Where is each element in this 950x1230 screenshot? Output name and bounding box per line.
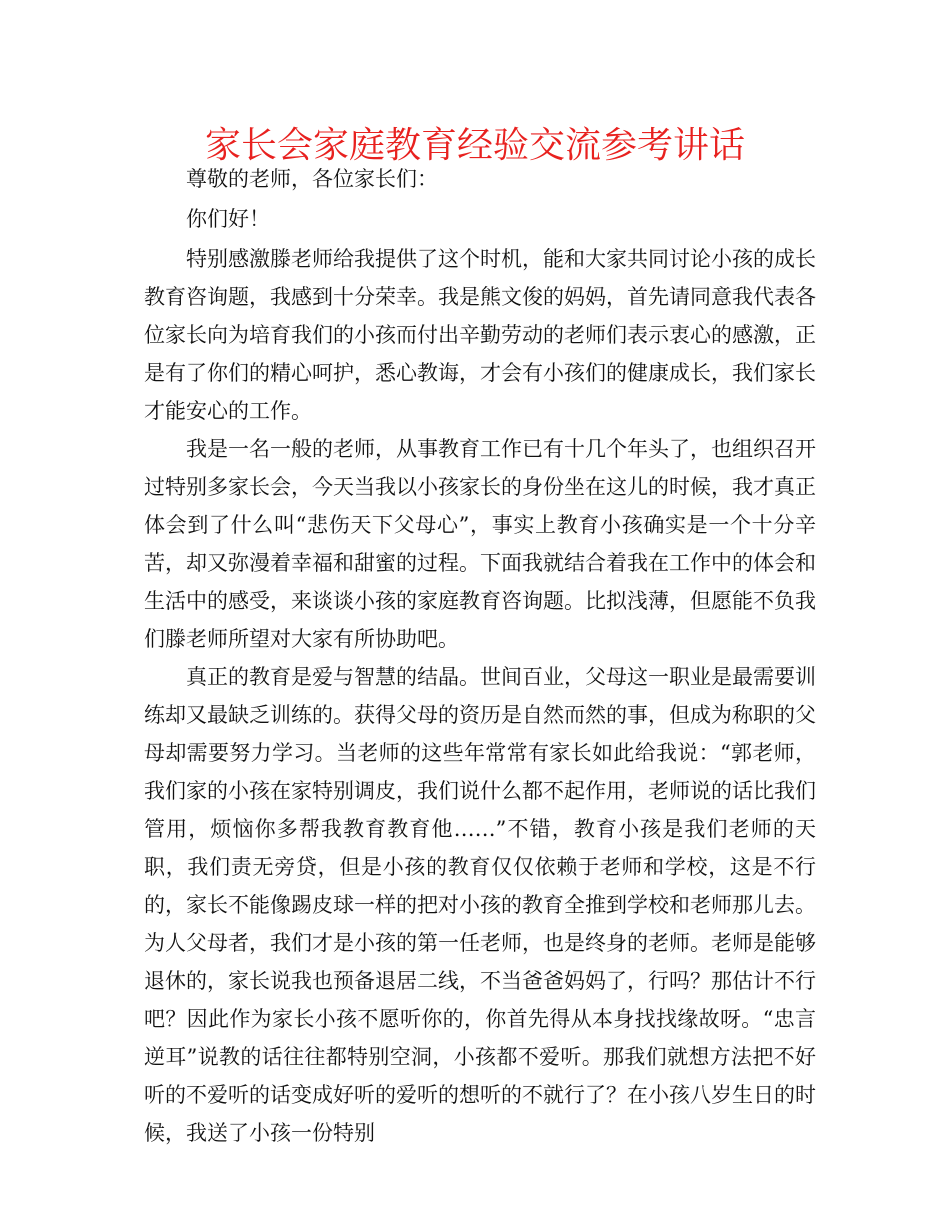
paragraph-2: 我是一名一般的老师，从事教育工作已有十几个年头了，也组织召开过特别多家长会，今天当我以小孩家长的身份坐在这儿的时候，我才真正体会到了什么叫“悲伤天下父母心”，事实上教育小孩确实是一个十分辛苦，却又弥漫着幸福和甜蜜的过程。下面我就结合着我在工作中的体会和生活中的感受，来谈谈小孩的家庭教育咨询题。比拟浅薄，但愿能不负我们滕老师所望对大家有所协助吧。	[144, 437, 816, 651]
paragraph-3: 真正的教育是爱与智慧的结晶。世间百业，父母这一职业是最需要训练却又最缺乏训练的。获得父母的资历是自然而然的事，但成为称职的父母却需要努力学习。当老师的这些年常常有家长如此给我说：“郭老师，我们家的小孩在家特别调皮，我们说什么都不起作用，老师说的话比我们管用，烦恼你多帮我教育教育他……”不错，教育小孩是我们老师的天职，我们责无旁贷，但是小孩的教育仅仅依赖于老师和学校，这是不行的，家长不能像踢皮球一样的把对小孩的教育全推到学校和老师那儿去。为人父母者，我们才是小孩的第一任老师，也是终身的老师。老师是能够退休的，家长说我也预备退居二线，不当爸爸妈妈了，行吗？那估计不行吧？因此作为家长小孩不愿听你的，你首先得从本身找找缘故呀。“忠言逆耳”说教的话往往都特别空洞，小孩都不爱听。那我们就想方法把不好听的不爱听的话变成好听的爱听的想听的不就行了？在小孩八岁生日的时候，我送了小孩一份特别	[144, 665, 816, 1145]
document-title: 家长会家庭教育经验交流参考讲话	[204, 125, 745, 166]
greeting: 你们好！	[186, 207, 270, 231]
document-body	[144, 160, 816, 1152]
salutation: 尊敬的老师，各位家长们：	[186, 167, 438, 191]
paragraph-1: 特别感激滕老师给我提供了这个时机，能和大家共同讨论小孩的成长教育咨询题，我感到十分荣幸。我是熊文俊的妈妈，首先请同意我代表各位家长向为培育我们的小孩而付出辛勤劳动的老师们表示衷心的感激，正是有了你们的精心呵护，悉心教诲，才会有小孩们的健康成长，我们家长才能安心的工作。	[144, 247, 816, 423]
